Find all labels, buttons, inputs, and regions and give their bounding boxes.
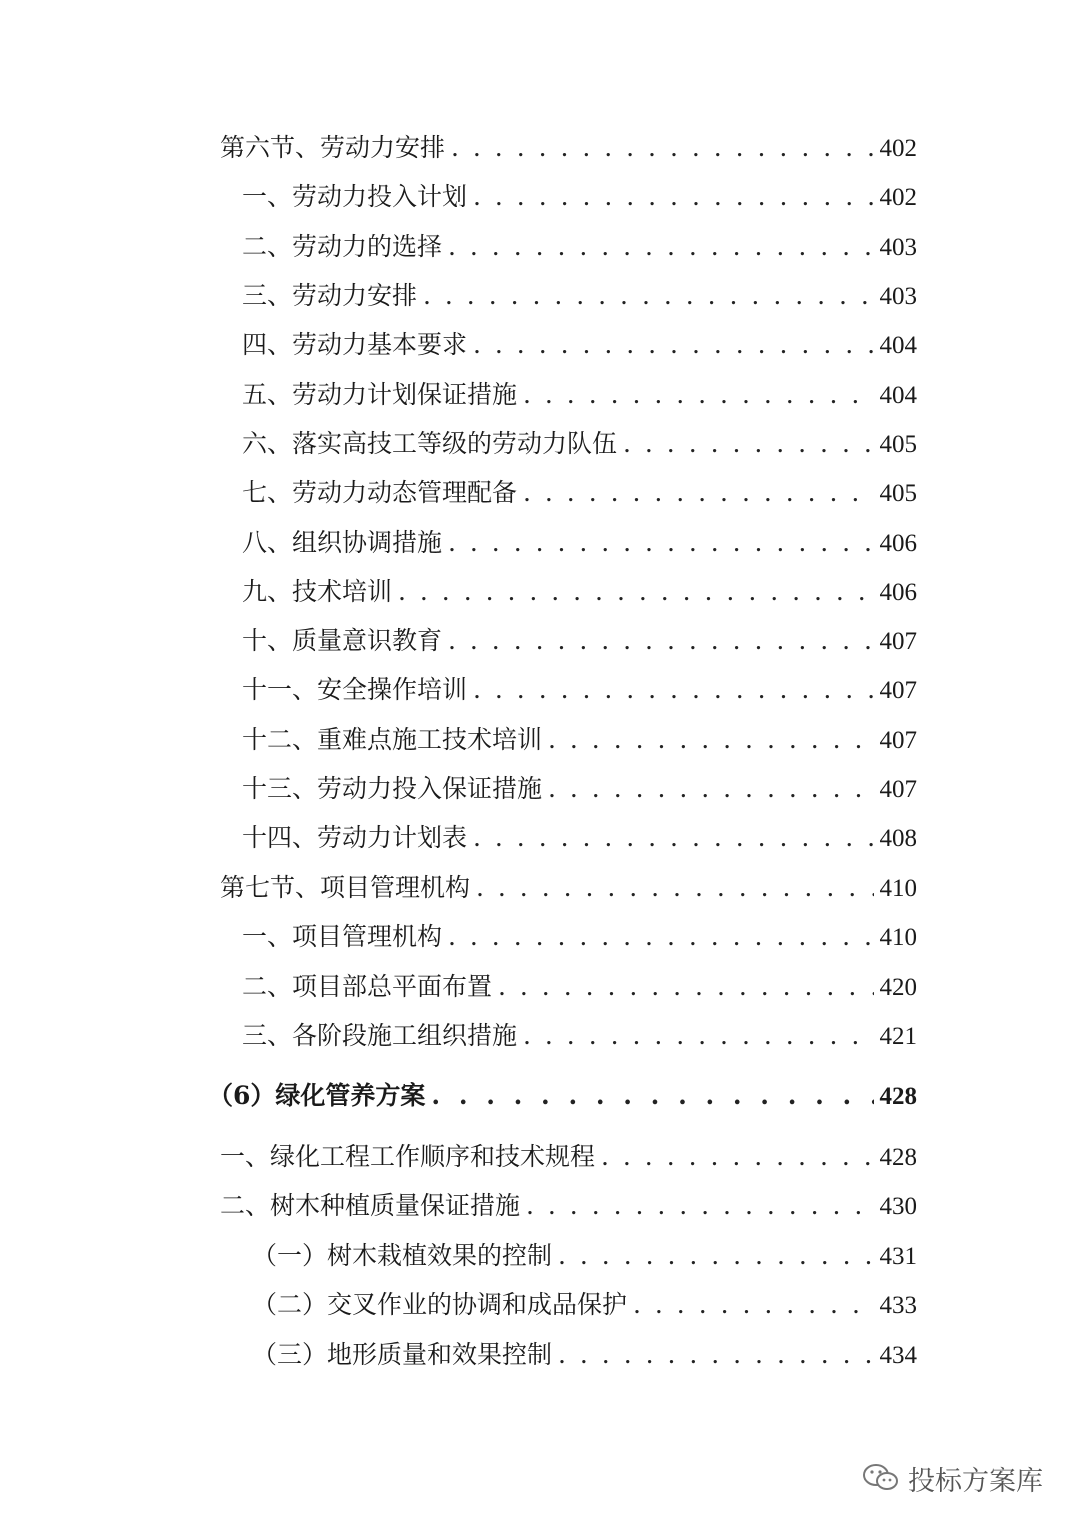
toc-entry-page: 407: [879, 727, 917, 754]
toc-entry-title: 一、劳动力投入计划: [242, 182, 468, 211]
dot-leader: [473, 329, 873, 361]
toc-entry-page: 433: [879, 1292, 917, 1319]
dot-leader: [448, 527, 873, 559]
toc-entry-title: （三）地形质量和效果控制: [252, 1340, 553, 1369]
dot-leader: [423, 280, 873, 312]
toc-entry-page: 428: [879, 1144, 917, 1171]
dot-leader: [523, 1020, 873, 1052]
dot-leader: [398, 576, 873, 608]
toc-entry-title: 九、技术培训: [242, 577, 393, 606]
toc-entry-page: 408: [879, 825, 917, 852]
toc-entry-page: 407: [879, 776, 917, 803]
dot-leader: [526, 1190, 873, 1222]
toc-entry-title: 二、树木种植质量保证措施: [220, 1191, 521, 1220]
toc-entry-title: 二、劳动力的选择: [242, 232, 443, 261]
dot-leader: [498, 971, 873, 1003]
toc-entry: [242, 181, 917, 214]
toc-entry-title: 二、项目部总平面布置: [242, 972, 493, 1001]
toc-entry-title: 第七节、项目管理机构: [220, 873, 471, 902]
toc-entry: [242, 773, 917, 806]
toc-entry-page: 406: [879, 579, 917, 606]
toc-entry: [242, 231, 917, 264]
toc-entry: [242, 1020, 917, 1053]
toc-entry: [242, 280, 917, 313]
toc-entry-title: 十四、劳动力计划表: [242, 823, 468, 852]
toc-entry-page: 402: [879, 135, 917, 162]
toc-entry-title: 七、劳动力动态管理配备: [242, 478, 518, 507]
toc-entry-page: 420: [879, 974, 917, 1001]
dot-leader: [601, 1141, 873, 1173]
dot-leader: [523, 477, 873, 509]
toc-entry: [242, 724, 917, 757]
toc-entry-page: 410: [879, 875, 917, 902]
toc-entry: [242, 329, 917, 362]
dot-leader: [548, 724, 873, 756]
toc-entry: [252, 1289, 917, 1322]
toc-entry: [242, 576, 917, 609]
toc-entry: [220, 132, 917, 165]
dot-leader: [633, 1289, 873, 1321]
toc-entry-title: 第六节、劳动力安排: [220, 133, 446, 162]
dot-leader: [448, 231, 873, 263]
toc-entry-title: （二）交叉作业的协调和成品保护: [252, 1290, 628, 1319]
dot-leader: [451, 132, 873, 164]
toc-entry-page: 406: [879, 530, 917, 557]
toc-entry-title: 三、各阶段施工组织措施: [242, 1021, 518, 1050]
toc-entry-page: 405: [879, 480, 917, 507]
toc-entry: [242, 822, 917, 855]
dot-leader: [448, 625, 873, 657]
dot-leader: [523, 379, 873, 411]
toc-entry-page: 404: [879, 332, 917, 359]
dot-leader: [473, 822, 873, 854]
toc-entry-title: 十、质量意识教育: [242, 626, 443, 655]
toc-entry: [220, 872, 917, 905]
watermark-text: 投标方案库: [908, 1465, 1043, 1497]
toc-entry: [220, 1190, 917, 1223]
toc-entry: [242, 477, 917, 510]
toc-entry-title: 一、项目管理机构: [242, 922, 443, 951]
toc-entry-title: 一、绿化工程工作顺序和技术规程: [220, 1142, 596, 1171]
toc-entry: [242, 921, 917, 954]
toc-entry-title: （6）绿化管养方案: [208, 1081, 426, 1110]
dot-leader: [473, 181, 873, 213]
toc-entry-title: 八、组织协调措施: [242, 528, 443, 557]
toc-entry-page: 407: [879, 628, 917, 655]
toc-entry: [242, 379, 917, 412]
dot-leader: [558, 1339, 873, 1371]
toc-entry-page: 404: [879, 382, 917, 409]
toc-entry-page: 430: [879, 1193, 917, 1220]
toc-entry-page: 431: [879, 1243, 917, 1270]
dot-leader: [476, 872, 873, 904]
toc-entry: [242, 674, 917, 707]
toc-entry: [242, 428, 917, 461]
toc-entry-page: 410: [879, 924, 917, 951]
watermark: [862, 1458, 1043, 1498]
toc-entry-title: 十一、安全操作培训: [242, 675, 468, 704]
toc-entry-title: 六、落实高技工等级的劳动力队伍: [242, 429, 618, 458]
toc-entry-title: 三、劳动力安排: [242, 281, 418, 310]
toc-entry-title: 四、劳动力基本要求: [242, 330, 468, 359]
toc-entry-page: 434: [879, 1342, 917, 1369]
toc-entry: [242, 625, 917, 658]
toc-entry-page: 403: [879, 283, 917, 310]
toc-entry-title: 十三、劳动力投入保证措施: [242, 774, 543, 803]
toc-entry-page: 405: [879, 431, 917, 458]
toc-entry: [252, 1240, 917, 1273]
toc-entry: [220, 1141, 917, 1174]
toc-entry-title: 五、劳动力计划保证措施: [242, 380, 518, 409]
toc-entry-page: 402: [879, 184, 917, 211]
dot-leader: [623, 428, 873, 460]
toc-entry: [242, 527, 917, 560]
toc-entry-page: 428: [879, 1083, 917, 1110]
dot-leader: [473, 674, 873, 706]
toc-chapter-entry: [208, 1080, 917, 1113]
toc-entry-page: 407: [879, 677, 917, 704]
toc-entry-page: 421: [879, 1023, 917, 1050]
dot-leader: [548, 773, 873, 805]
toc-entry-page: 403: [879, 234, 917, 261]
dot-leader: [431, 1080, 873, 1112]
dot-leader: [558, 1240, 873, 1272]
toc-entry: [242, 971, 917, 1004]
toc-entry-title: （一）树木栽植效果的控制: [252, 1241, 553, 1270]
toc-entry-title: 十二、重难点施工技术培训: [242, 725, 543, 754]
dot-leader: [448, 921, 873, 953]
toc-entry: [252, 1339, 917, 1372]
wechat-icon: [862, 1462, 900, 1494]
